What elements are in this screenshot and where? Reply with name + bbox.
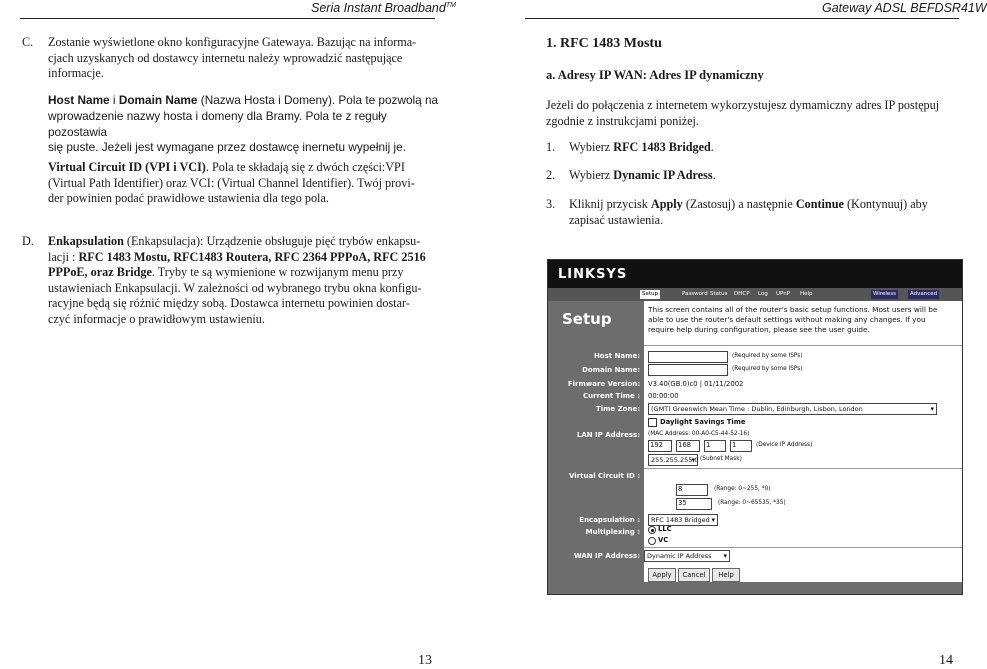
step-1-text: Wybierz RFC 1483 Bridged. (569, 140, 714, 154)
llc-label: LLC (658, 525, 672, 533)
step-3-text: Kliknij przycisk Apply (Zastosuj) a następnie Continue (Kontynuuj) aby zapisać ustawienia. (569, 197, 928, 227)
vc-line: der powinien podać prawidłowe ustawienia dla tego pola. (48, 191, 329, 206)
tab-status[interactable]: Status (710, 291, 728, 297)
apply-button[interactable]: Apply (648, 568, 676, 582)
subsection-heading: a. Adresy IP WAN: Adres IP dynamiczny (546, 68, 764, 82)
trademark-mark: TM (445, 1, 456, 9)
wan-ip-label: WAN IP Address: (573, 552, 640, 560)
encapsulation-modes: RFC 1483 Mostu, RFC1483 Routera, RFC 2364 PPPoA, RFC 2516 (78, 249, 426, 264)
ip-octet-3[interactable]: 1 (704, 440, 726, 452)
settings-sidebar (548, 301, 644, 594)
right-page-number: 14 (939, 653, 953, 668)
domain-name-label: Domain Name: (582, 366, 640, 374)
dst-checkbox[interactable] (648, 418, 657, 427)
tab-advanced[interactable]: Advanced (910, 291, 938, 297)
mac-address: (MAC Address: 00-A0-C5-44-52-16) (648, 431, 750, 437)
router-setup-screenshot (547, 259, 963, 595)
firmware-value: V3.40(GB.0)c0 | 01/11/2002 (648, 380, 744, 388)
ip-octet-1[interactable]: 192 (648, 440, 672, 452)
tab-help[interactable]: Help (800, 291, 813, 297)
wan-ip-select[interactable]: Dynamic IP Address ▾ (644, 550, 730, 562)
subnet-select[interactable]: 255.255.255.0 ▾ (648, 454, 698, 466)
virtual-circuit-label: Virtual Circuit ID : (569, 472, 640, 480)
right-running-header: Gateway ADSL BEFDSR41W (822, 1, 987, 15)
step-2-number: 2. (546, 168, 556, 182)
host-line: się puste. Jeżeli jest wymagane przez dostawcę inernetu wypełnij je. (48, 140, 407, 155)
encapsulation-modes-cont: PPPoE, oraz Bridge (48, 265, 152, 280)
divider (644, 345, 962, 346)
divider (644, 468, 962, 469)
host-domain-paragraph: Host Name i Domain Name (Nazwa Hosta i Domeny). Pola te pozwolą na wprowadzenie nazwy hosta i domeny dla Bramy. Pola te z reguły pozostawia się puste. Jeżeli jest wymagane przez dostawcę inernetu wypełnij je. (48, 93, 443, 156)
tab-log[interactable]: Log (758, 291, 768, 297)
firmware-label: Firmware Version: (567, 380, 640, 388)
virtual-circuit-term: Virtual Circuit ID (VPI i VCI) (48, 160, 206, 174)
lan-ip-label: LAN IP Address: (576, 431, 640, 439)
vci-range: (Range: 0~65535, *35) (718, 500, 786, 506)
bottom-bar (644, 582, 962, 594)
host-name-label: Host Name: (593, 352, 640, 360)
right-header-rule (525, 18, 959, 19)
llc-radio[interactable] (648, 526, 656, 534)
domain-name-hint: (Required by some ISPs) (732, 366, 803, 372)
step-3-number: 3. (546, 197, 556, 211)
intro-text (546, 98, 958, 129)
section-d-label: D. (22, 234, 34, 248)
vc-line: (Virtual Path Identifier) oraz VCI: (Virtual Channel Identifier). Twój provi- (48, 175, 415, 190)
vci-input[interactable]: 35 (676, 498, 712, 510)
vpi-range: (Range: 0~255, *0) (714, 486, 771, 492)
domain-name-term: Domain Name (118, 93, 198, 107)
section-c-text (48, 35, 438, 82)
encapsulation-term: Enkapsulation (48, 234, 124, 248)
step-1-number: 1. (546, 140, 556, 154)
time-zone-label: Time Zone: (595, 405, 640, 413)
vpi-input[interactable]: 8 (676, 484, 708, 496)
ip-octet-2[interactable]: 168 (676, 440, 700, 452)
tab-bar (548, 288, 962, 301)
enc-line: czyć informacje o prawidłowym ustawieniu. (48, 311, 265, 326)
current-time-value: 00:00:00 (648, 392, 679, 400)
vpi-label: VPI: (650, 487, 666, 495)
device-ip-hint: (Device IP Address) (756, 442, 813, 448)
vc-radio[interactable] (648, 537, 656, 545)
setup-title: Setup (562, 310, 612, 328)
section-c-line: informacje. (48, 66, 104, 81)
step-2-text: Wybierz Dynamic IP Adress. (569, 168, 716, 182)
linksys-top-bar (548, 260, 962, 288)
tab-password[interactable]: Password (682, 291, 708, 297)
setup-description: This screen contains all of the router's basic setup functions. Most users will be able to use the router's default settings without making any changes. If you require help during configuration, please see the user guide. (648, 305, 938, 334)
ip-octet-4[interactable]: 1 (730, 440, 752, 452)
host-name-input[interactable] (648, 351, 728, 363)
host-line: wprowadzenie nazwy hosta i domeny dla Bramy. Pola te z reguły pozostawia (48, 108, 387, 139)
section-c-line: cjach uzyskanych od dostawcy internetu należy wprowadzić następujące (48, 50, 403, 65)
tab-upnp[interactable]: UPnP (776, 291, 791, 297)
section-c-label: C. (22, 35, 34, 49)
left-page-number: 13 (418, 653, 432, 668)
divider (644, 547, 962, 548)
vci-label: VCI: (650, 501, 666, 509)
time-zone-select[interactable]: (GMT) Greenwich Mean Time : Dublin, Edinburgh, Lisbon, London ▾ (648, 403, 937, 415)
virtual-circuit-paragraph: Virtual Circuit ID (VPI i VCI). Pola te składają się z dwóch części:VPI (Virtual Path Identifier) oraz VCI: (Virtual Channel Identifier). Twój provi- der powinien podać prawidłowe ustawienia dla tego pola. (48, 160, 443, 207)
multiplexing-label: Multiplexing : (585, 528, 640, 536)
host-name-term: Host Name (48, 93, 110, 107)
tab-dhcp[interactable]: DHCP (734, 291, 750, 297)
tab-wireless[interactable]: Wireless (873, 291, 897, 297)
subnet-hint: (Subnet Mask) (700, 456, 742, 462)
tab-setup[interactable]: Setup (642, 291, 659, 297)
left-header-rule (20, 18, 435, 19)
intro-line: zgodnie z instrukcjami poniżej. (546, 113, 699, 128)
left-running-header: Seria Instant Broadband™ (311, 1, 456, 15)
enc-line: ustawieniach Enkapsulacji. W zależności od wybranego trybu okna konfigu- (48, 280, 422, 295)
dst-label: Daylight Savings Time (660, 418, 746, 426)
encapsulation-select[interactable]: RFC 1483 Bridged ▾ (648, 514, 718, 526)
current-time-label: Current Time : (583, 392, 640, 400)
cancel-button[interactable]: Cancel (678, 568, 710, 582)
domain-name-input[interactable] (648, 364, 728, 376)
enc-line: racyjne będą się różnić między sobą. Dostawca internetu powinien dostar- (48, 296, 410, 311)
help-button[interactable]: Help (712, 568, 740, 582)
linksys-logo: LINKSYS (558, 267, 628, 282)
section-heading: 1. RFC 1483 Mostu (546, 36, 662, 51)
encapsulation-label: Encapsulation : (579, 516, 640, 524)
intro-line: Jeżeli do połączenia z internetem wykorzystujesz dymamiczny adres IP postępuj (546, 98, 940, 112)
vc-label: VC (658, 536, 669, 544)
encapsulation-paragraph: Enkapsulation (Enkapsulacja): Urządzenie obsługuje pięć trybów enkapsu- lacji : RFC 1483 Mostu, RFC1483 Routera, RFC 2364 PPPoA, RFC 2516 PPPoE, oraz Bridge. Tryby te są wymienione w rozwijanym menu przy ustawieniach Enkapsulacji. W zależności od wybranego trybu okna konfigu- racyjne będą się różnić między sobą. Dostawca internetu powinien dostar- czyć informacje o prawidłowym ustawieniu. (48, 234, 443, 328)
host-name-hint: (Required by some ISPs) (732, 353, 803, 359)
section-c-line: Zostanie wyświetlone okno konfiguracyjne Gatewaya. Bazując na informa- (48, 35, 417, 49)
